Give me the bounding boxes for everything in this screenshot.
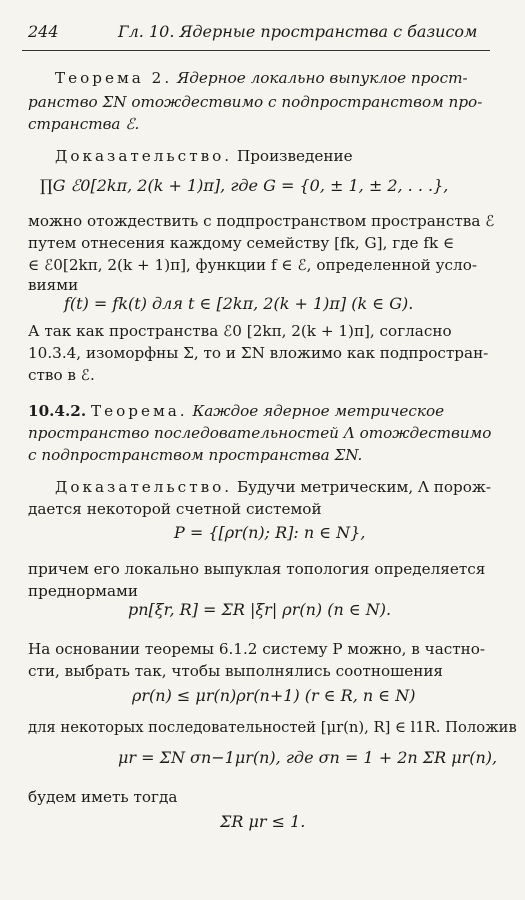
proof1-text-2: можно отождествить с подпространством пространства ℰ [28,212,495,230]
proof1-formula-definition: f(t) = fk(t) для t ∈ [2kπ, 2(k + 1)π] (k ∈ G). [64,294,414,313]
proof2-label: Доказательство. [55,478,233,496]
proof2-formula-sum: ΣR μr ≤ 1. [220,812,306,831]
proof2-text-3: причем его локально выпуклая топология определяется [28,560,486,578]
theorem2-text-3: странства ℰ. [28,115,140,133]
proof2-text-6: сти, выбрать так, чтобы выполнялись соотношения [28,662,444,680]
proof2-formula-mu: μr = ΣN σn−1μr(n), где σn = 1 + 2n ΣR μr(n), [118,748,498,767]
theorem1042-text-3: с подпространством пространства ΣN. [28,446,363,464]
proof2-line1 [55,478,491,496]
proof1-text-5: виями [28,276,79,294]
proof1-line1 [55,147,353,165]
proof1-text-7: 10.3.4, изоморфны Σ, то и ΣN вложимо как подпростран- [28,344,489,362]
proof1-text-4: ∈ ℰ0[2kπ, 2(k + 1)π], функции f ∈ ℰ, определенной усло- [28,256,477,274]
proof1-text-1: Произведение [236,147,353,165]
theorem2-line1 [55,69,468,87]
proof2-text-4: преднормами [28,582,138,600]
proof1-formula-product: ∏G ℰ0[2kπ, 2(k + 1)π], где G = {0, ± 1, ± 2, . . .}, [40,176,449,195]
proof2-formula-relations: ρr(n) ≤ μr(n)ρr(n+1) (r ∈ R, n ∈ N) [132,686,416,705]
proof1-label: Доказательство. [55,147,233,165]
proof1-text-8: ство в ℰ. [28,366,95,384]
theorem2-text-2: ранство ΣN отождествимо с подпространством про- [28,93,483,111]
proof2-text-1: Будучи метрическим, Λ порож- [236,478,492,496]
header-rule [22,50,490,51]
theorem2-label: Теорема 2. [55,69,173,87]
theorem1042-label: Теорема. [90,402,188,420]
proof2-formula-system: P = {[ρr(n); R]: n ∈ N}, [174,523,366,542]
proof2-text-5: На основании теоремы 6.1.2 систему P можно, в частно- [28,640,486,658]
proof2-text-2: дается некоторой счетной системой [28,500,322,518]
theorem2-text-1: Ядерное локально выпуклое прост- [177,69,468,87]
proof2-text-8: будем иметь тогда [28,788,178,806]
running-title: Гл. 10. Ядерные пространства с базисом [118,22,478,41]
proof1-text-6: А так как пространства ℰ0 [2kπ, 2(k + 1)π], согласно [28,322,452,340]
theorem1042-text-1: Каждое ядерное метрическое [192,402,445,420]
theorem1042-text-2: пространство последовательностей Λ отождествимо [28,424,492,442]
theorem1042-number: 10.4.2. [28,402,87,420]
proof2-formula-prenorms: pn[ξr, R] = ΣR |ξr| ρr(n) (n ∈ N). [128,600,392,619]
proof1-text-3: путем отнесения каждому семейству [fk, G], где fk ∈ [28,234,455,252]
proof2-text-7: для некоторых последовательностей [μr(n), R] ∈ l1R. Положив [28,718,517,736]
page-number: 244 [28,22,59,41]
theorem1042-line1 [28,402,444,420]
